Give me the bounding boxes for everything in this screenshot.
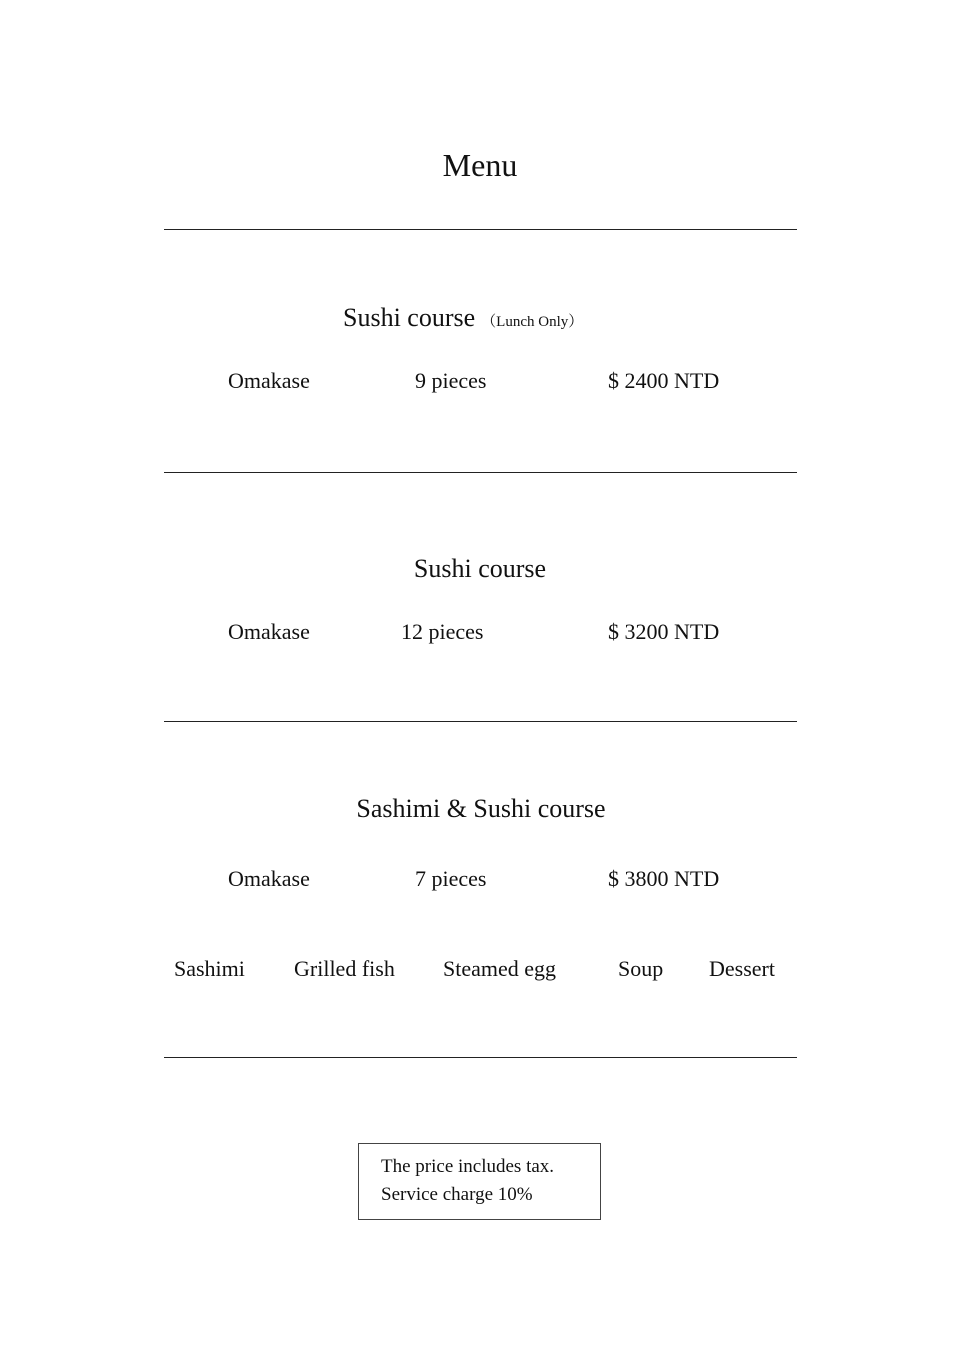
item-pieces: 7 pieces <box>415 866 487 891</box>
course-dish: Sashimi <box>174 956 245 981</box>
divider <box>164 721 797 722</box>
course-dish: Soup <box>618 956 664 981</box>
divider <box>164 229 797 230</box>
course-dish: Steamed egg <box>443 956 557 981</box>
course-dish: Grilled fish <box>294 956 395 981</box>
section-name: Sushi course <box>343 303 476 332</box>
item-pieces: 9 pieces <box>415 368 487 393</box>
course-dish: Dessert <box>709 956 775 981</box>
tax-note: The price includes tax. <box>381 1156 555 1177</box>
price-note-box <box>358 1143 601 1220</box>
page-title: Menu <box>442 147 518 183</box>
item-price: $ 3800 NTD <box>608 866 720 891</box>
item-pieces: 12 pieces <box>401 619 484 644</box>
item-name: Omakase <box>228 368 310 393</box>
item-name: Omakase <box>228 866 310 891</box>
item-price: $ 3200 NTD <box>608 619 720 644</box>
section-note: （Lunch Only） <box>481 314 584 330</box>
item-name: Omakase <box>228 619 310 644</box>
section-title <box>343 305 583 331</box>
section-title: Sushi course <box>413 554 547 583</box>
item-price: $ 2400 NTD <box>608 368 720 393</box>
service-charge-note: Service charge 10% <box>381 1184 533 1205</box>
divider <box>164 472 797 473</box>
section-title: Sashimi & Sushi course <box>356 794 606 823</box>
divider <box>164 1057 797 1058</box>
